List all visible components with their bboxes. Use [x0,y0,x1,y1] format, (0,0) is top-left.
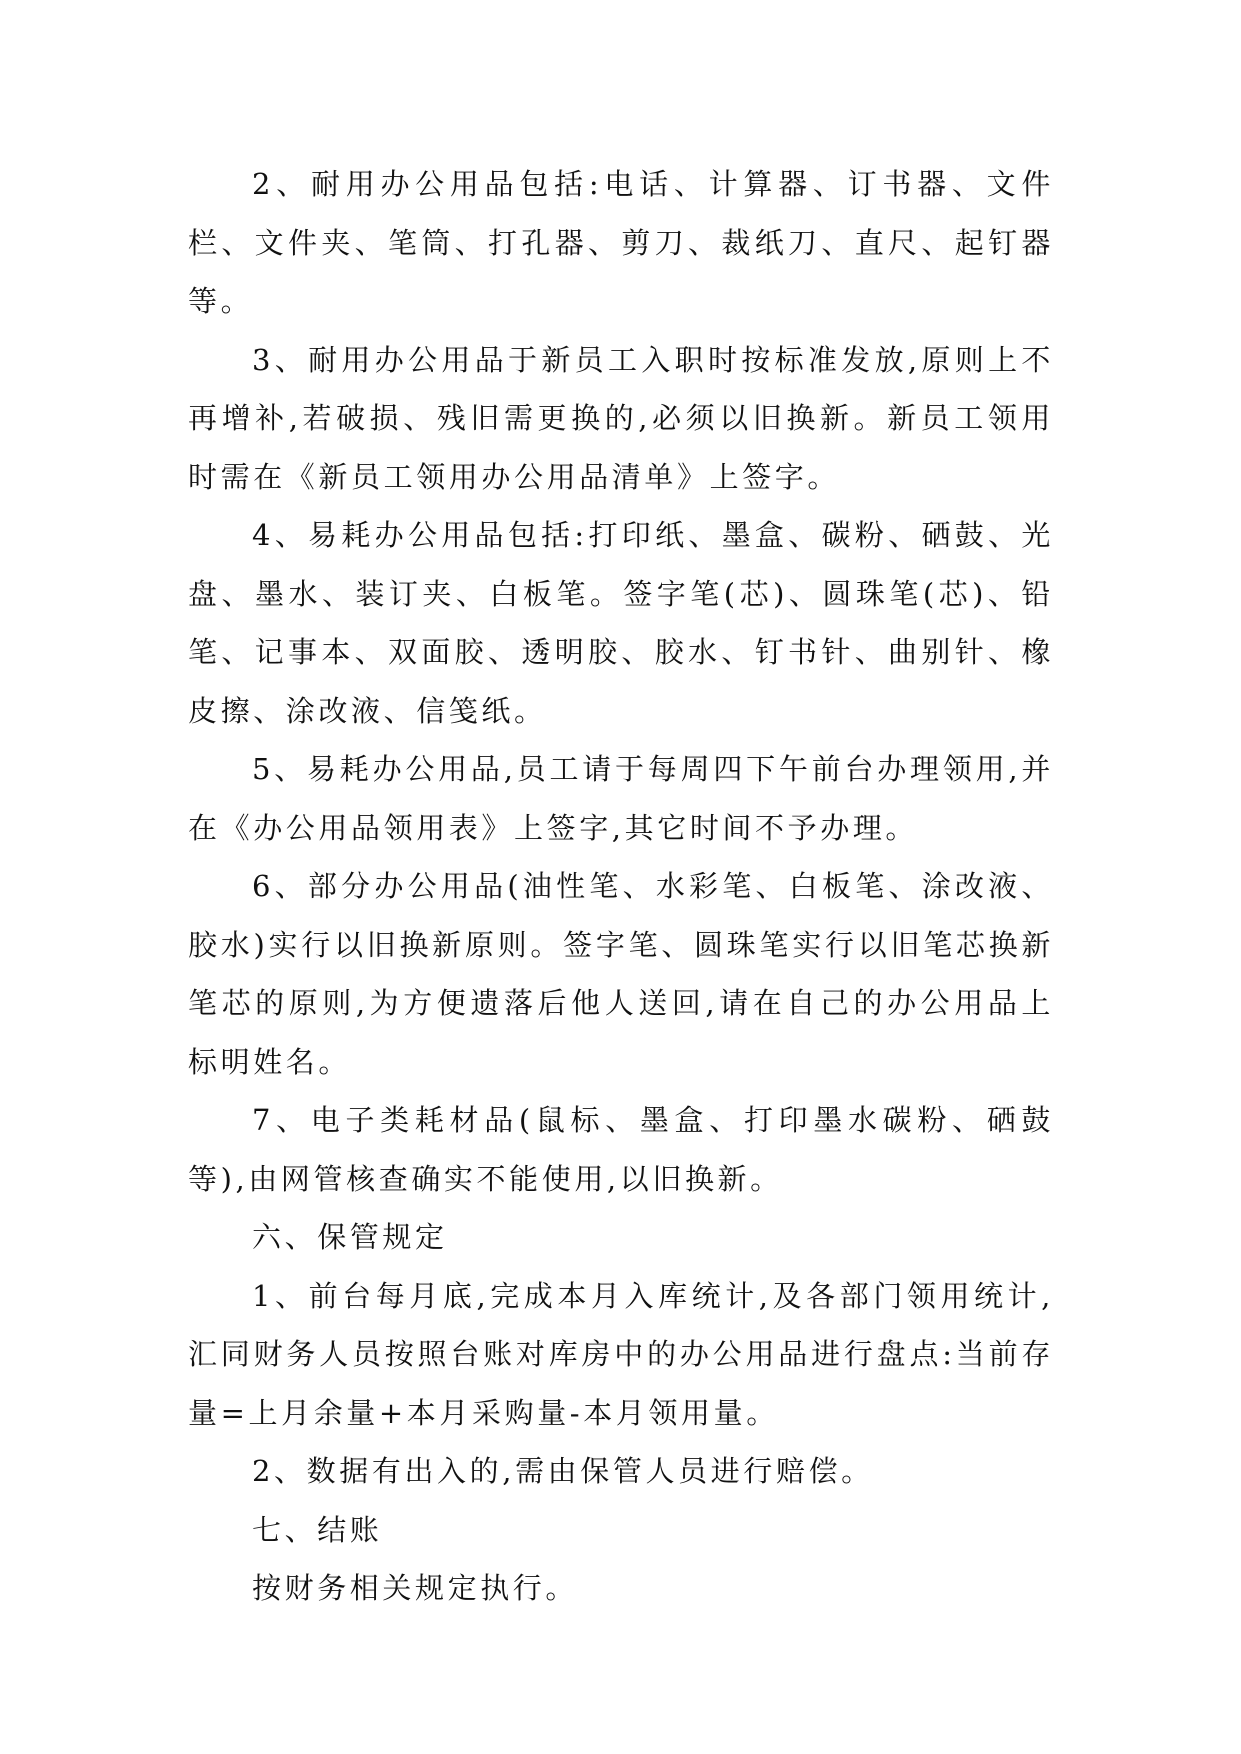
paragraph-consumable-items-collection: 5、易耗办公用品,员工请于每周四下午前台办理领用,并在《办公用品领用表》上签字,其它时间不予办理。 [188,752,1054,845]
paragraph-durable-items-list: 2、耐用办公用品包括:电话、计算器、订书器、文件栏、文件夹、笔筒、打孔器、剪刀、裁纸刀、直尺、起钉器等。 [188,167,1054,318]
document-page [188,155,1054,1618]
paragraph-settlement-rule: 按财务相关规定执行。 [252,1571,579,1605]
paragraph-monthly-inventory: 1、前台每月底,完成本月入库统计,及各部门领用统计,汇同财务人员按照台账对库房中的办公用品进行盘点:当前存量=上月余量+本月采购量-本月领用量。 [188,1278,1054,1430]
section-heading-custody-rules: 六、保管规定 [252,1220,448,1254]
paragraph-compensation: 2、数据有出入的,需由保管人员进行赔偿。 [252,1454,874,1488]
paragraph-durable-items-issuance: 3、耐用办公用品于新员工入职时按标准发放,原则上不再增补,若破损、残旧需更换的,必须以旧换新。新员工领用时需在《新员工领用办公用品清单》上签字。 [188,342,1054,494]
paragraph-exchange-old-for-new: 6、部分办公用品(油性笔、水彩笔、白板笔、涂改液、胶水)实行以旧换新原则。签字笔、圆珠笔实行以旧笔芯换新笔芯的原则,为方便遗落后他人送回,请在自己的办公用品上标明姓名。 [188,869,1054,1079]
section-heading-settlement: 七、结账 [252,1512,383,1547]
paragraph-electronic-consumables: 7、电子类耗材品(鼠标、墨盒、打印墨水碳粉、硒鼓等),由网管核查确实不能使用,以旧换新。 [188,1103,1054,1196]
paragraph-consumable-items-list: 4、易耗办公用品包括:打印纸、墨盒、碳粉、硒鼓、光盘、墨水、装订夹、白板笔。签字笔(芯)、圆珠笔(芯)、铅笔、记事本、双面胶、透明胶、胶水、钉书针、曲别针、橡皮擦、涂改液、信笺纸。 [188,518,1054,728]
